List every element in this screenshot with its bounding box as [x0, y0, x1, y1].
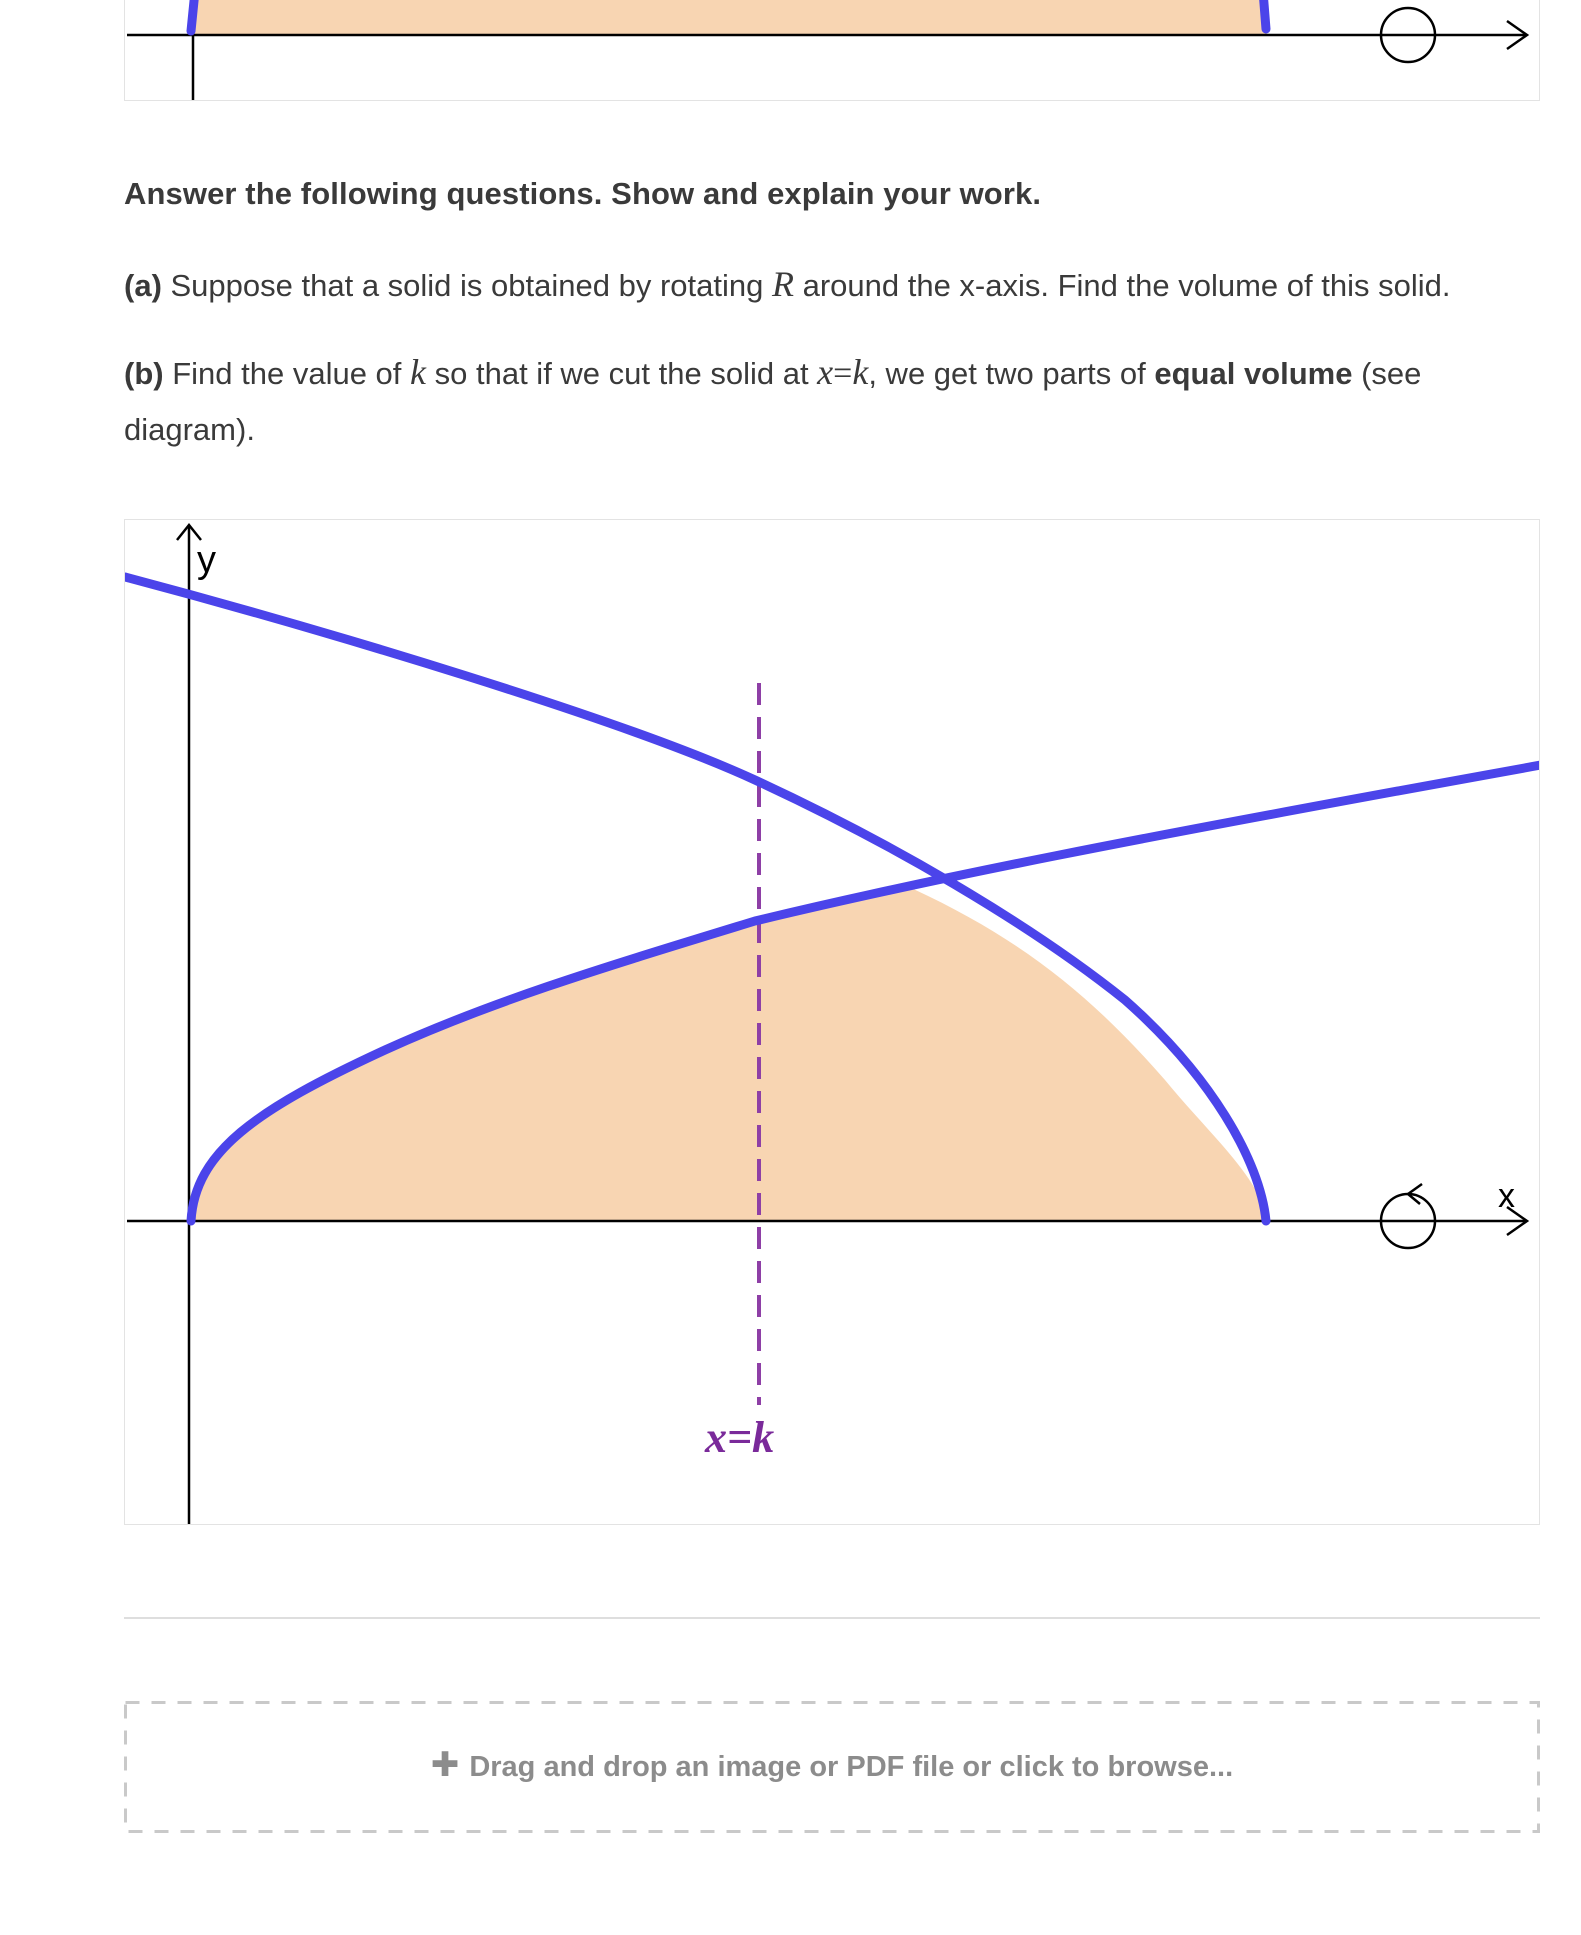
- equals-symbol: =: [833, 355, 853, 392]
- x-symbol: x: [817, 352, 834, 392]
- diagram-svg: [125, 520, 1540, 1525]
- part-b-text-4: (see diagram).: [124, 356, 1422, 447]
- dropzone-content[interactable]: [124, 1701, 1540, 1833]
- question-part-b: [124, 344, 1554, 458]
- previous-graph-figure: [124, 0, 1540, 101]
- instructions-heading: Answer the following questions. Show and explain your work.: [124, 176, 1042, 211]
- region-symbol: R: [771, 264, 794, 304]
- region-fill: [191, 0, 1266, 35]
- part-a-label: (a): [124, 268, 162, 303]
- part-b-label: (b): [124, 356, 164, 391]
- rotation-arrow-icon: [1381, 1184, 1435, 1248]
- part-b-text-2: so that if we cut the solid at: [426, 356, 818, 391]
- dropzone-label: Drag and drop an image or PDF file or click to browse...: [469, 1750, 1234, 1783]
- cut-line-label: x=k: [705, 1413, 775, 1462]
- section-divider: [124, 1617, 1540, 1619]
- k-symbol-2: k: [852, 352, 869, 392]
- previous-graph-svg: [125, 0, 1540, 101]
- question-part-a: [124, 256, 1554, 314]
- y-axis-label: y: [197, 539, 216, 581]
- solid-of-revolution-diagram: [124, 519, 1540, 1525]
- plus-icon: ✚: [430, 1746, 460, 1784]
- part-a-text-2: around the x-axis. Find the volume of this solid.: [793, 268, 1451, 303]
- part-a-text-1: Suppose that a solid is obtained by rotating: [161, 268, 772, 303]
- x-axis-label: x: [1498, 1177, 1515, 1215]
- file-upload-dropzone[interactable]: [124, 1701, 1540, 1833]
- part-b-text-3: , we get two parts of: [868, 356, 1155, 391]
- equal-volume-emphasis: equal volume: [1154, 356, 1353, 391]
- region-r-fill: [191, 887, 1266, 1221]
- curve-left: [191, 0, 195, 31]
- k-symbol: k: [410, 352, 427, 392]
- curve-right: [1263, 0, 1266, 29]
- part-b-text-1: Find the value of: [163, 356, 411, 391]
